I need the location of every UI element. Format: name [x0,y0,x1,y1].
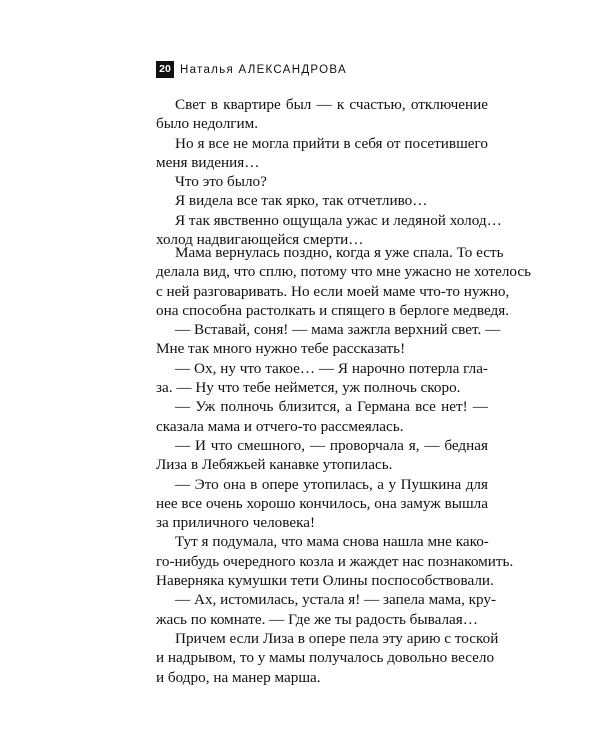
text-line: Наверняка кумушки тети Олины поспособствовали. [156,572,494,590]
text-line: холод надвигающейся смерти… [156,231,364,249]
text-line: го-нибудь очередного козла и жаждет нас познакомить. [156,552,514,570]
text-line: Что это было? [175,173,267,191]
text-line: Тут я подумала, что мама снова нашла мне како- [175,533,489,551]
text-line: Я так явственно ощущала ужас и ледяной холод… [175,211,502,229]
text-line: Мне так много нужно тебе рассказать! [156,340,406,358]
text-line: — Уж полночь близится, а Германа все нет! — [175,398,488,416]
text-line: и бодро, на манер марша. [156,668,321,686]
text-line: и надрывом, то у мамы получалось довольно весело [156,649,495,667]
text-line: — И что смешного, — проворчала я, — бедная [175,436,488,454]
text-line: Я видела все так ярко, так отчетливо… [175,192,428,210]
text-line: за приличного человека! [156,514,316,532]
page-number: 20 [156,61,174,78]
text-line: Но я все не могла прийти в себя от посетившего [175,134,488,152]
text-line: нее все очень хорошо кончилось, она замуж вышла [156,494,488,512]
author-name: Наталья АЛЕКСАНДРОВА [180,63,347,76]
text-line: — Вставай, соня! — мама зажгла верхний свет. — [175,321,501,339]
text-line: сказала мама и отчего-то рассмеялась. [156,417,404,435]
text-line: с ней разговаривать. Но если моей маме что-то нужно, [156,282,510,300]
text-line: — Ох, ну что такое… — Я нарочно потерла гла- [175,359,488,377]
text-section-1 [156,95,502,249]
text-line: Лиза в Лебяжьей канавке утопилась. [156,456,393,474]
text-line: жась по комнате. — Где же ты радость бывалая… [156,610,478,628]
text-line: Причем если Лиза в опере пела эту арию с тоской [175,629,499,647]
running-header [156,61,347,78]
text-line: было недолгим. [156,115,259,133]
text-line: Свет в квартире был — к счастью, отключение [175,96,488,113]
text-line: делала вид, что сплю, потому что мне ужасно не хотелось [156,263,532,281]
text-line: — Ах, истомилась, устала я! — запела мама, кру- [175,591,497,609]
text-line: меня видения… [156,153,260,171]
text-line: Мама вернулась поздно, когда я уже спала. То есть [175,244,504,261]
text-section-2 [156,243,532,687]
text-line: за. — Ну что тебе неймется, уж полночь скоро. [156,379,461,397]
text-line: — Это она в опере утопилась, а у Пушкина для [175,475,488,493]
text-line: она способна растолкать и спящего в берлоге медведя. [156,301,510,319]
